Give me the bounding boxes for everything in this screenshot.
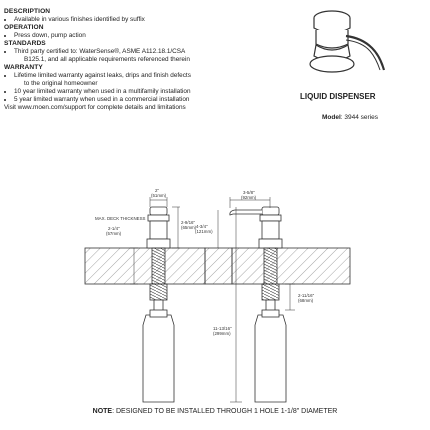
top-width-mm: (51mm) [151, 193, 167, 198]
warranty-heading: WARRANTY [4, 64, 43, 71]
operation-heading: OPERATION [4, 24, 44, 31]
standards-list [4, 48, 274, 64]
warranty-item: • Lifetime limited warranty against leaks, drips and finish defects [14, 72, 274, 80]
product-title: LIQUID DISPENSER [300, 92, 376, 101]
above-deck-mm: (65mm) [181, 225, 197, 230]
installation-note [0, 408, 430, 415]
operation-list [4, 32, 274, 40]
note-text: : DESIGNED TO BE INSTALLED THROUGH 1 HOLE 1-1/8" DIAMETER [112, 408, 338, 415]
standards-item: • Third party certified to: WaterSense®, ASME A112.18.1/CSA [14, 48, 274, 56]
specifications-block [4, 8, 274, 112]
description-item: • Available in various finishes identified by suffix [14, 16, 274, 24]
spout-height-mm: (121mm) [195, 229, 213, 234]
spout-reach-in: 3-5/8" [243, 190, 255, 195]
countertop [85, 248, 350, 284]
warranty-item-continued: to the original homeowner [24, 80, 98, 87]
total-height-in: 11-13/16" [213, 326, 232, 331]
spout-reach-mm: (92mm) [241, 195, 257, 200]
deck-thickness-in: 2-1/4" [108, 226, 120, 231]
operation-item: • Press down, pump action [14, 32, 274, 40]
warranty-item: • 5 year limited warranty when used in a commercial installation [14, 96, 274, 104]
note-label: NOTE [92, 408, 113, 415]
total-height-mm: (299mm) [213, 331, 231, 336]
shank-length-mm: (68mm) [298, 298, 314, 303]
standards-item-continued: B125.1, and all applicable requirements referenced therein [24, 56, 190, 63]
max-deck-thickness-label: MAX. DECK THICKNESS [95, 216, 146, 221]
shank-length-in: 2-11/16" [298, 293, 315, 298]
installation-drawing [0, 150, 430, 405]
deck-thickness-mm: (57mm) [106, 231, 122, 236]
model-value: : 3944 series [340, 114, 378, 121]
dispenser-side-view [230, 207, 286, 402]
description-heading: DESCRIPTION [4, 8, 51, 15]
warranty-list [4, 72, 274, 104]
above-deck-in: 2-9/16" [181, 220, 196, 225]
product-thumbnail [300, 4, 390, 86]
model-line [322, 114, 378, 121]
model-label: Model [322, 114, 341, 121]
description-list [4, 16, 274, 24]
standards-heading: STANDARDS [4, 40, 46, 47]
dispenser-front-view [143, 207, 174, 402]
warranty-item: • 10 year limited warranty when used in a multifamily installation [14, 88, 274, 96]
website-line: Visit www.moen.com/support for complete details and limitations [4, 104, 186, 111]
spout-height-in: 4-3/4" [196, 224, 208, 229]
top-width-in: 2" [155, 188, 160, 193]
